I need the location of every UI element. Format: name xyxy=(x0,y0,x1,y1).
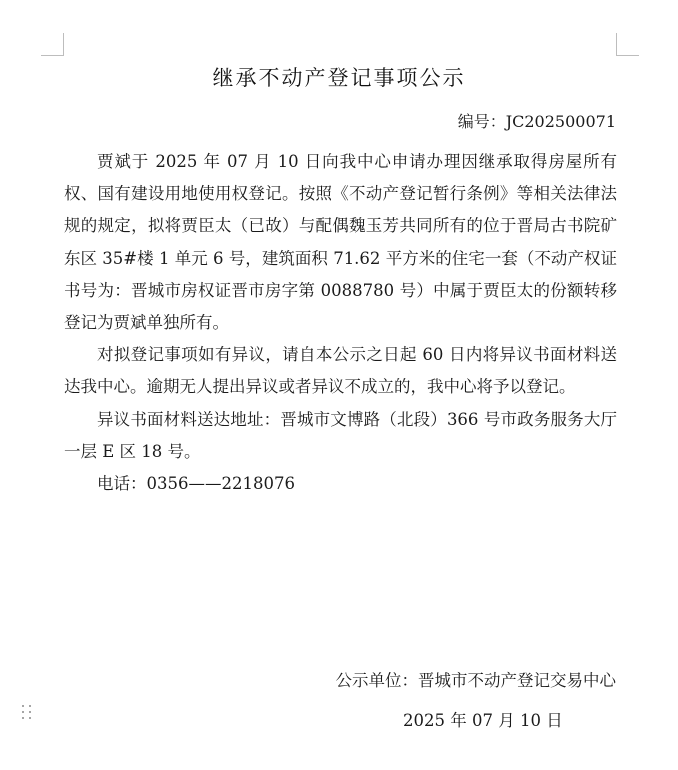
page-margin-corner-top-right xyxy=(616,33,639,56)
drag-handle-icon[interactable] xyxy=(22,705,34,721)
notice-body xyxy=(64,146,617,500)
notice-title: 继承不动产登记事项公示 xyxy=(212,66,466,90)
document-number: 编号：JC202500071 xyxy=(457,112,616,131)
paragraph-application: 贾斌于 2025 年 07 月 10 日向我中心申请办理因继承取得房屋所有权、国有建设用地使用权登记。按照《不动产登记暂行条例》等相关法律法规的规定，拟将贾臣太（已故）与配偶魏玉芳共同所有的位于晋局古书院矿东区 35#楼 1 单元 6 号，建筑面积 71.62 平方米的住宅一套（不动产权证书号为：晋城市房权证晋市房字第 0088780 号）中属于贾臣太的份额转移登记为贾斌单独所有。 xyxy=(64,152,617,333)
page-margin-corner-top-left xyxy=(41,33,64,56)
paragraph-objection: 对拟登记事项如有异议，请自本公示之日起 60 日内将异议书面材料送达我中心。逾期无人提出异议或者异议不成立的，我中心将予以登记。 xyxy=(64,345,617,397)
signing-date: 2025 年 07 月 10 日 xyxy=(403,711,563,730)
signing-unit: 公示单位：晋城市不动产登记交易中心 xyxy=(335,671,616,690)
paragraph-phone: 电话：0356——2218076 xyxy=(97,474,295,494)
paragraph-address: 异议书面材料送达地址：晋城市文博路（北段）366 号市政务服务大厅一层 E 区 18 号。 xyxy=(64,409,617,461)
